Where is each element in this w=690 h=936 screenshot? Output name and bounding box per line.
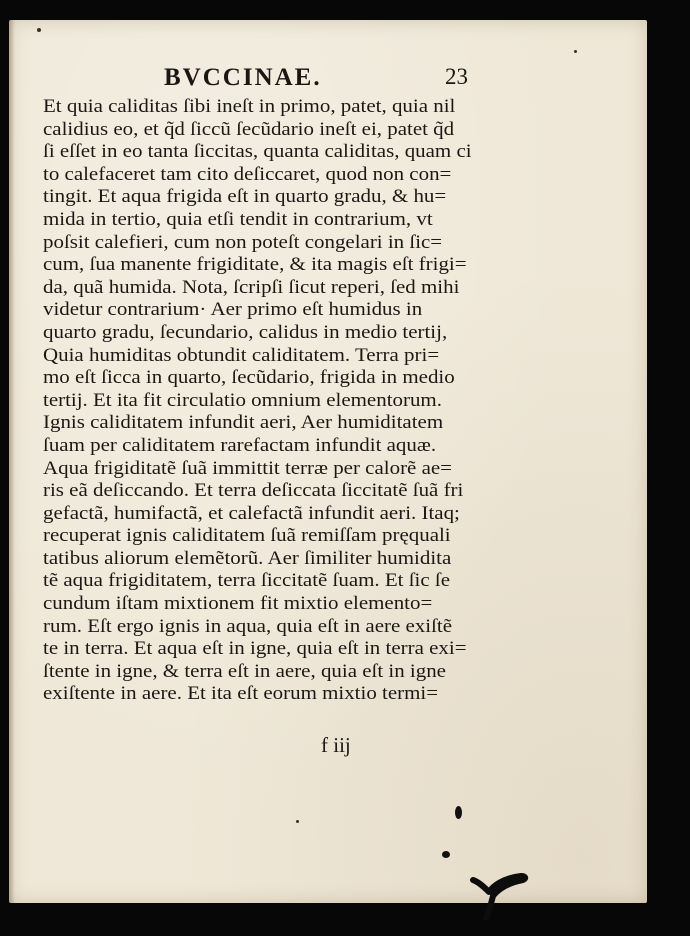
body-text	[43, 96, 503, 706]
running-title: BVCCINAE.	[164, 64, 322, 91]
text-line: tẽ aqua frigiditatem, terra ſiccitatẽ ſuam. Et ſic ſe	[43, 570, 451, 592]
text-line: videtur contrarium· Aer primo eſt humidus in	[43, 299, 423, 321]
paper-speck	[296, 820, 299, 823]
ink-stain	[442, 851, 450, 858]
ink-stain	[455, 806, 462, 819]
text-line: cundum iſtam mixtionem fit mixtio elemento=	[43, 593, 433, 615]
text-line: mo eſt ſicca in quarto, ſecũdario, frigida in medio	[43, 367, 455, 389]
text-line: quarto gradu, ſecundario, calidus in medio tertij,	[43, 321, 448, 343]
text-line: cum, ſua manente frigiditate, & ita magis eſt frigi=	[43, 254, 467, 276]
paper-speck	[574, 50, 577, 53]
text-line: ris eã deſiccando. Et terra deſiccata ſiccitatẽ ſuã fri	[43, 480, 464, 502]
text-line: te in terra. Et aqua eſt in igne, quia eſt in terra exi=	[43, 638, 467, 660]
book-page	[9, 20, 647, 903]
text-line: ſtente in igne, & terra eſt in aere, quia eſt in igne	[43, 660, 446, 682]
text-line: exiſtente in aere. Et ita eſt eorum mixtio termi=	[43, 683, 439, 705]
text-line: Aqua frigiditatẽ ſuã immittit terræ per calorẽ ae=	[43, 457, 452, 479]
text-line: ſuam per caliditatem rarefactam infundit aquæ.	[43, 434, 437, 456]
paper-speck	[37, 28, 41, 32]
text-line: tertij. Et ita fit circulatio omnium elementorum.	[43, 389, 442, 411]
text-line: to calefaceret tam cito deſiccaret, quod non con=	[43, 163, 452, 185]
text-line: rum. Eſt ergo ignis in aqua, quia eſt in aere exiſtẽ	[43, 615, 453, 637]
page-gutter-shadow	[9, 20, 15, 903]
text-line: Quia humiditas obtundit caliditatem. Terra pri=	[43, 344, 440, 366]
text-line: poſsit calefieri, cum non poteſt congelari in ſic=	[43, 231, 443, 253]
text-line: tatibus aliorum elemẽtorũ. Aer ſimiliter humidita	[43, 547, 452, 569]
text-line: calidius eo, et q̃d ſiccũ ſecũdario ineſt ei, patet q̃d	[43, 118, 455, 140]
text-line: recuperat ignis caliditatem ſuã remiſſam pręquali	[43, 525, 451, 547]
text-line: da, quã humida. Nota, ſcripſi ſicut reperi, ſed mihi	[43, 276, 460, 298]
text-line: gefactã, humifactã, et calefactã infundit aeri. Itaq;	[43, 502, 460, 524]
text-line: Ignis caliditatem infundit aeri, Aer humiditatem	[43, 412, 444, 434]
text-line: Et quia caliditas ſibi ineſt in primo, patet, quia nil	[43, 96, 456, 117]
signature-mark: f iij	[321, 733, 351, 757]
text-line: mida in tertio, quia etſi tendit in contrarium, vt	[43, 208, 433, 230]
text-line: tingit. Et aqua frigida eſt in quarto gradu, & hu=	[43, 186, 447, 208]
page-number: 23	[445, 64, 468, 89]
ink-flaw-mark	[469, 866, 531, 920]
text-line: ſi eſſet in eo tanta ſiccitas, quanta caliditas, quam ci	[43, 141, 472, 163]
